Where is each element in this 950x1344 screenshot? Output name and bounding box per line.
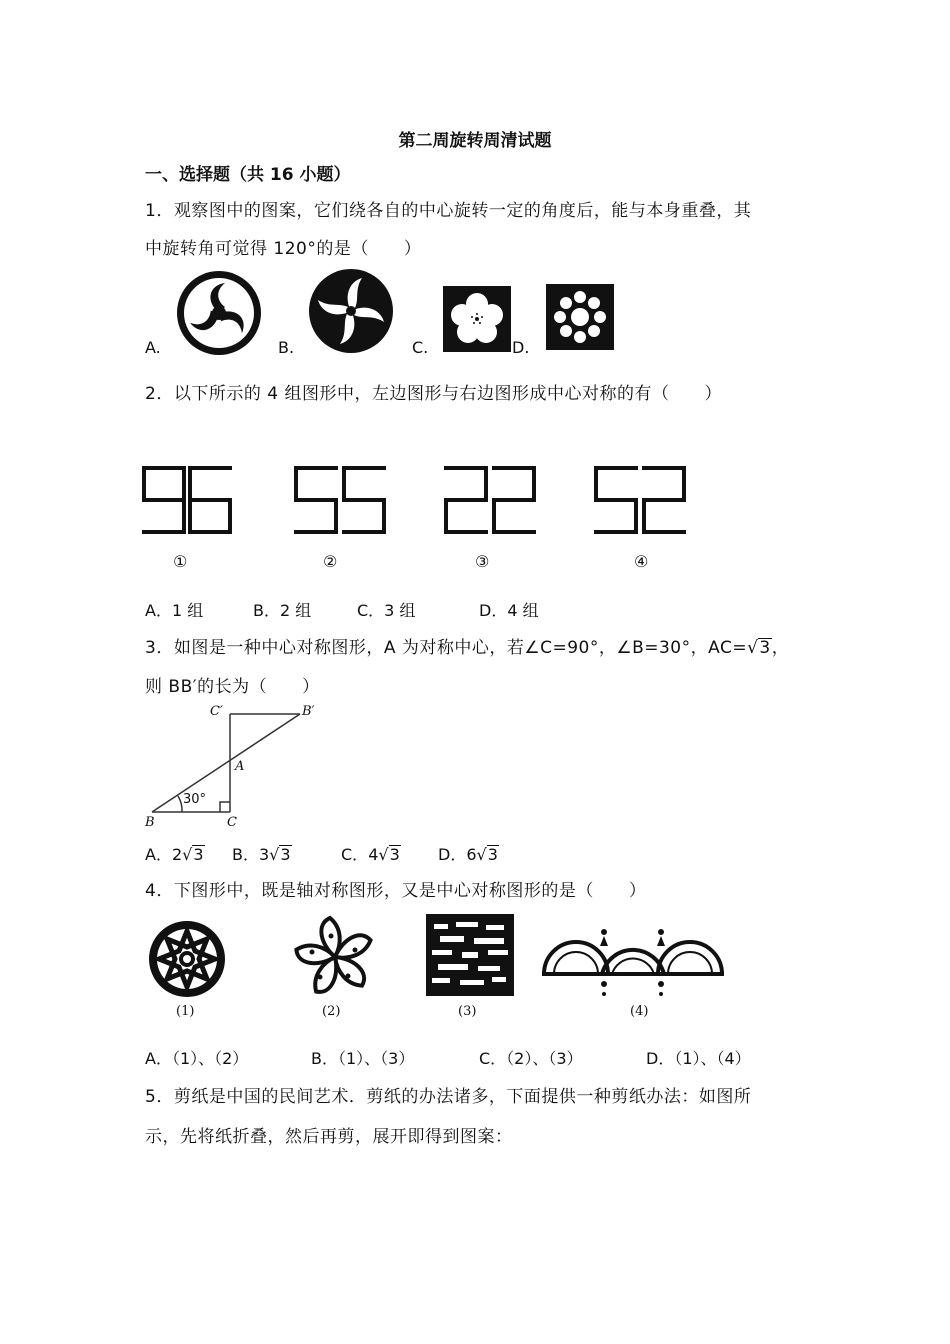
q1-figure-d-octet-circle (546, 284, 614, 350)
q4-option-a: A．（1）、（2） (145, 1049, 249, 1068)
q3-option-a (145, 842, 205, 865)
radicand: 3 (759, 638, 771, 658)
sqrt-sign: √3 (269, 845, 291, 864)
q3-text-line1 (145, 633, 789, 658)
q3-label-b-prime: B′ (302, 704, 315, 719)
q2-option-a: A．1 组 (145, 601, 204, 620)
q3-label-b: B (145, 815, 155, 830)
q3-label-c-prime: C′ (210, 704, 223, 719)
q3-option-a-coef: 2 (171, 845, 183, 864)
q3-text-line1-end: ， (771, 638, 790, 658)
q3-text-line1-main: 3．如图是一种中心对称图形，A 为对称中心，若∠C=90°，∠B=30°，AC= (145, 638, 748, 658)
q4-figure-1-star-medallion (145, 918, 230, 1000)
q3-option-c (341, 842, 401, 865)
q1-figure-b-pinwheel (308, 268, 394, 354)
q4-figure-label-1: (1) (176, 1004, 195, 1019)
sqrt-sign: √3 (378, 845, 400, 864)
q2-figure-label-4: ④ (634, 552, 649, 571)
q1-text-line2: 中旋转角可觉得 120°的是（ ） (145, 239, 422, 259)
sqrt-sign: √3 (182, 845, 204, 864)
q3-option-d-label: D． (438, 845, 467, 864)
q3-option-a-label: A． (145, 845, 172, 864)
q1-option-d-label: D. (512, 338, 530, 357)
q2-figure-label-1: ① (173, 552, 188, 571)
q2-figure-label-2: ② (323, 552, 338, 571)
q4-option-d: D．（1）、（4） (646, 1049, 751, 1068)
q1-text-line1: 1．观察图中的图案，它们绕各自的中心旋转一定的角度后，能与本身重叠，其 (145, 201, 752, 221)
q1-figure-a-triskelion (175, 271, 263, 355)
q3-angle-label: 30° (183, 792, 207, 807)
radicand: 3 (389, 845, 400, 864)
radicand: 3 (280, 845, 291, 864)
q4-figure-label-3: (3) (458, 1004, 477, 1019)
q1-option-b-label: B. (278, 338, 295, 357)
q5-text-line2: 示，先将纸折叠，然后再剪，展开即得到图案： (145, 1127, 513, 1147)
q4-option-b: B．（1）、（3） (311, 1049, 415, 1068)
q4-option-c: C．（2）、（3） (479, 1049, 583, 1068)
q1-option-a-label: A. (145, 338, 161, 357)
q4-figure-3-woven-pattern (426, 914, 514, 996)
q3-option-b-coef: 3 (258, 845, 270, 864)
q2-text-line1: 2．以下所示的 4 组图形中，左边图形与右边图形成中心对称的有（ ） (145, 384, 722, 404)
q4-figure-4-arch-band (540, 924, 725, 1000)
q3-option-b (232, 842, 292, 865)
q5-text-line1: 5．剪纸是中国的民间艺术．剪纸的办法诸多，下面提供一种剪纸办法：如图所 (145, 1087, 752, 1107)
q1-option-c-label: C. (412, 338, 429, 357)
sqrt-sign: √3 (476, 845, 498, 864)
q3-option-c-label: C． (341, 845, 369, 864)
sqrt-sign: √3 (747, 638, 771, 658)
q2-option-d: D．4 组 (479, 601, 539, 620)
q3-label-c: C (227, 815, 237, 830)
page-title: 第二周旋转周清试题 (398, 131, 552, 151)
q4-figure-label-2: (2) (322, 1004, 341, 1019)
q4-figure-2-bauhinia (290, 914, 380, 1000)
q3-label-a: A (235, 759, 245, 774)
q2-figure-digit-pairs (140, 460, 700, 540)
q3-text-line2: 则 BB′的长为（ ） (145, 677, 320, 697)
q3-option-c-coef: 4 (368, 845, 379, 864)
q4-figure-label-4: (4) (630, 1004, 649, 1019)
q2-figure-label-3: ③ (475, 552, 490, 571)
q3-option-d (438, 842, 499, 865)
q2-option-b: B．2 组 (253, 601, 312, 620)
q2-option-c: C．3 组 (357, 601, 416, 620)
q1-figure-c-plum-blossom (443, 286, 511, 352)
q3-option-d-coef: 6 (466, 845, 477, 864)
radicand: 3 (487, 845, 498, 864)
q4-text-line1: 4．下图形中，既是轴对称图形，又是中心对称图形的是（ ） (145, 881, 647, 901)
radicand: 3 (193, 845, 204, 864)
q3-option-b-label: B． (232, 845, 259, 864)
section-heading: 一、选择题（共 16 小题） (145, 165, 351, 185)
